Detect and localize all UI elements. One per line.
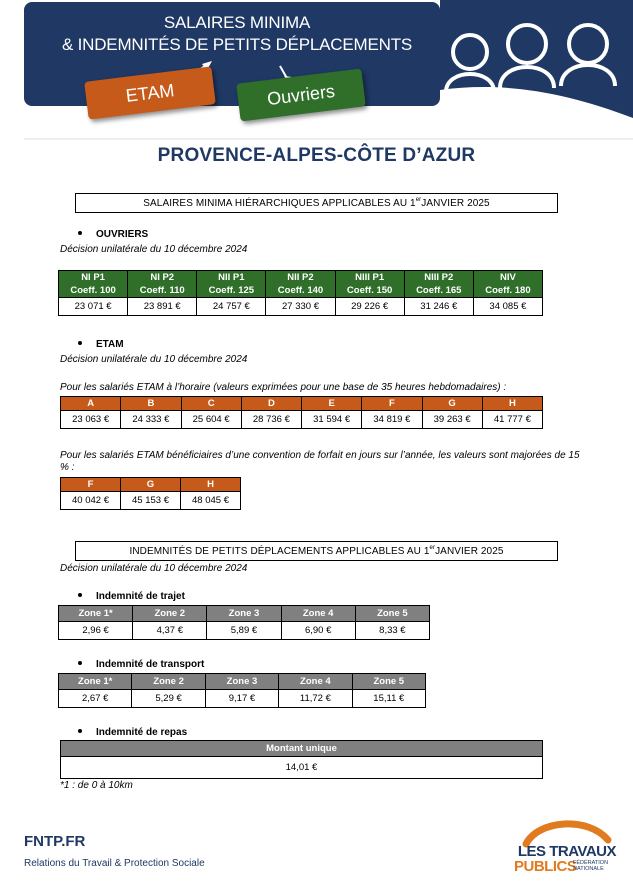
etam-value-cell: 45 153 € [121, 492, 181, 510]
etam-value-cell: 25 604 € [181, 411, 241, 429]
ouvriers-value-cell: 23 891 € [128, 298, 197, 316]
header-title [38, 12, 436, 56]
fntp-logo [508, 818, 618, 884]
zone-header: Zone 1* [59, 674, 132, 690]
bullet-icon [78, 593, 82, 597]
logo-text-line2: PUBLICS [514, 858, 577, 875]
trajet-heading [78, 591, 185, 602]
etam-grade-header: E [302, 397, 362, 411]
etam-value-cell: 48 045 € [181, 492, 241, 510]
transport-table [58, 673, 426, 708]
zone-value-cell: 8,33 € [355, 622, 429, 640]
etam-value-cell: 39 263 € [422, 411, 482, 429]
etam-horaire-header-row [61, 397, 543, 411]
ouvriers-col-header: NIII P1 Coeff. 150 [335, 271, 404, 298]
trajet-value-row [59, 622, 430, 640]
header-title-line2: & INDEMNITÉS DE PETITS DÉPLACEMENTS [61, 35, 413, 54]
bullet-icon [78, 661, 82, 665]
bullet-icon [78, 231, 82, 235]
indemnites-title-sup: er [429, 545, 436, 551]
ouvriers-value-cell: 34 085 € [473, 298, 542, 316]
indemnites-title-date: JANVIER 2025 [435, 545, 504, 557]
ouvriers-value-cell: 31 246 € [404, 298, 473, 316]
logo-text-federation: FÉDÉRATION [573, 860, 609, 866]
logo-text-line1: LES TRAVAUX [517, 843, 616, 860]
etam-value-cell: 41 777 € [482, 411, 542, 429]
salaires-title-text: SALAIRES MINIMA HIÉRARCHIQUES APPLICABLES AU 1 [143, 197, 416, 209]
etam-horaire-value-row [61, 411, 543, 429]
ouvriers-col-header: NI P1 Coeff. 100 [59, 271, 128, 298]
tag-etam: ETAM [84, 66, 216, 119]
transport-heading-text: Indemnité de transport [96, 659, 205, 670]
etam-horaire-table [60, 396, 543, 429]
ouvriers-table [58, 270, 543, 316]
ouvriers-heading-text: OUVRIERS [96, 229, 149, 240]
transport-heading [78, 659, 204, 670]
zone-header: Zone 2 [132, 674, 205, 690]
trajet-header-row [59, 606, 430, 622]
zone-footnote: *1 : de 0 à 10km [60, 780, 133, 791]
indemnites-title-text: INDEMNITÉS DE PETITS DÉPLACEMENTS APPLICABLES AU 1 [129, 545, 430, 557]
zone-header: Zone 4 [279, 674, 352, 690]
ouvriers-col-header: NIV Coeff. 180 [473, 271, 542, 298]
tag-ouvriers: Ouvriers [236, 68, 366, 121]
ouvriers-value-cell: 27 330 € [266, 298, 335, 316]
zone-header: Zone 3 [205, 674, 278, 690]
repas-heading [78, 727, 187, 738]
zone-value-cell: 15,11 € [352, 690, 425, 708]
ouvriers-decision: Décision unilatérale du 10 décembre 2024 [60, 244, 248, 255]
footer-site-link[interactable]: FNTP.FR [24, 833, 86, 850]
transport-header-row [59, 674, 426, 690]
footer-subtitle: Relations du Travail & Protection Sociale [24, 858, 205, 869]
ouvriers-value-cell: 23 071 € [59, 298, 128, 316]
repas-header: Montant unique [61, 741, 543, 757]
etam-value-cell: 31 594 € [302, 411, 362, 429]
logo-text-line3 [573, 860, 608, 872]
indemnites-decision: Décision unilatérale du 10 décembre 2024 [60, 563, 248, 574]
trajet-heading-text: Indemnité de trajet [96, 591, 185, 602]
zone-header: Zone 5 [352, 674, 425, 690]
ouvriers-col-header: NII P2 Coeff. 140 [266, 271, 335, 298]
zone-value-cell: 6,90 € [281, 622, 355, 640]
etam-forfait-value-row [61, 492, 241, 510]
zone-value-cell: 11,72 € [279, 690, 352, 708]
indemnites-section-title [75, 541, 558, 561]
etam-heading-text: ETAM [96, 339, 124, 350]
ouvriers-value-cell: 24 757 € [197, 298, 266, 316]
zone-header: Zone 5 [355, 606, 429, 622]
etam-decision: Décision unilatérale du 10 décembre 2024 [60, 354, 248, 365]
ouvriers-header-row [59, 271, 543, 298]
ouvriers-col-header: NIII P2 Coeff. 165 [404, 271, 473, 298]
etam-grade-header: C [181, 397, 241, 411]
etam-horaire-note: Pour les salariés ETAM à l’horaire (valeurs exprimées pour une base de 35 heures hebdomadaires) : [60, 382, 507, 393]
bullet-icon [78, 729, 82, 733]
zone-header: Zone 3 [207, 606, 281, 622]
zone-value-cell: 5,89 € [207, 622, 281, 640]
header-title-line1: SALAIRES MINIMA [163, 13, 311, 32]
repas-table [60, 740, 543, 779]
etam-grade-header: D [241, 397, 301, 411]
salaires-title-sup: er [415, 197, 422, 203]
etam-value-cell: 40 042 € [61, 492, 121, 510]
etam-forfait-note: Pour les salariés ETAM bénéficiaires d’une convention de forfait en jours sur l’année, les valeurs sont majorées de 15 % : [60, 450, 580, 473]
repas-value-cell: 14,01 € [61, 757, 543, 779]
repas-header-row [61, 741, 543, 757]
ouvriers-value-row [59, 298, 543, 316]
etam-forfait-table [60, 477, 241, 510]
etam-value-cell: 34 819 € [362, 411, 422, 429]
trajet-table [58, 605, 430, 640]
etam-grade-header: H [181, 478, 241, 492]
transport-value-row [59, 690, 426, 708]
etam-grade-header: G [121, 478, 181, 492]
repas-value-row [61, 757, 543, 779]
zone-value-cell: 2,96 € [59, 622, 133, 640]
zone-header: Zone 1* [59, 606, 133, 622]
etam-value-cell: 28 736 € [241, 411, 301, 429]
etam-grade-header: A [61, 397, 121, 411]
zone-value-cell: 9,17 € [205, 690, 278, 708]
zone-value-cell: 5,29 € [132, 690, 205, 708]
zone-value-cell: 4,37 € [133, 622, 207, 640]
etam-grade-header: F [61, 478, 121, 492]
salaires-title-date: JANVIER 2025 [421, 197, 490, 209]
etam-grade-header: H [482, 397, 542, 411]
etam-value-cell: 24 333 € [121, 411, 181, 429]
etam-value-cell: 23 063 € [61, 411, 121, 429]
etam-heading [78, 339, 124, 350]
bullet-icon [78, 341, 82, 345]
etam-forfait-header-row [61, 478, 241, 492]
region-title: PROVENCE-ALPES-CÔTE D’AZUR [157, 145, 476, 166]
zone-header: Zone 4 [281, 606, 355, 622]
ouvriers-value-cell: 29 226 € [335, 298, 404, 316]
ouvriers-col-header: NII P1 Coeff. 125 [197, 271, 266, 298]
etam-grade-header: F [362, 397, 422, 411]
ouvriers-heading [78, 229, 148, 240]
etam-grade-header: G [422, 397, 482, 411]
zone-value-cell: 2,67 € [59, 690, 132, 708]
repas-heading-text: Indemnité de repas [96, 727, 188, 738]
etam-grade-header: B [121, 397, 181, 411]
salaires-section-title [75, 193, 558, 213]
logo-text-nationale: NATIONALE [573, 866, 604, 872]
ouvriers-col-header: NI P2 Coeff. 110 [128, 271, 197, 298]
zone-header: Zone 2 [133, 606, 207, 622]
